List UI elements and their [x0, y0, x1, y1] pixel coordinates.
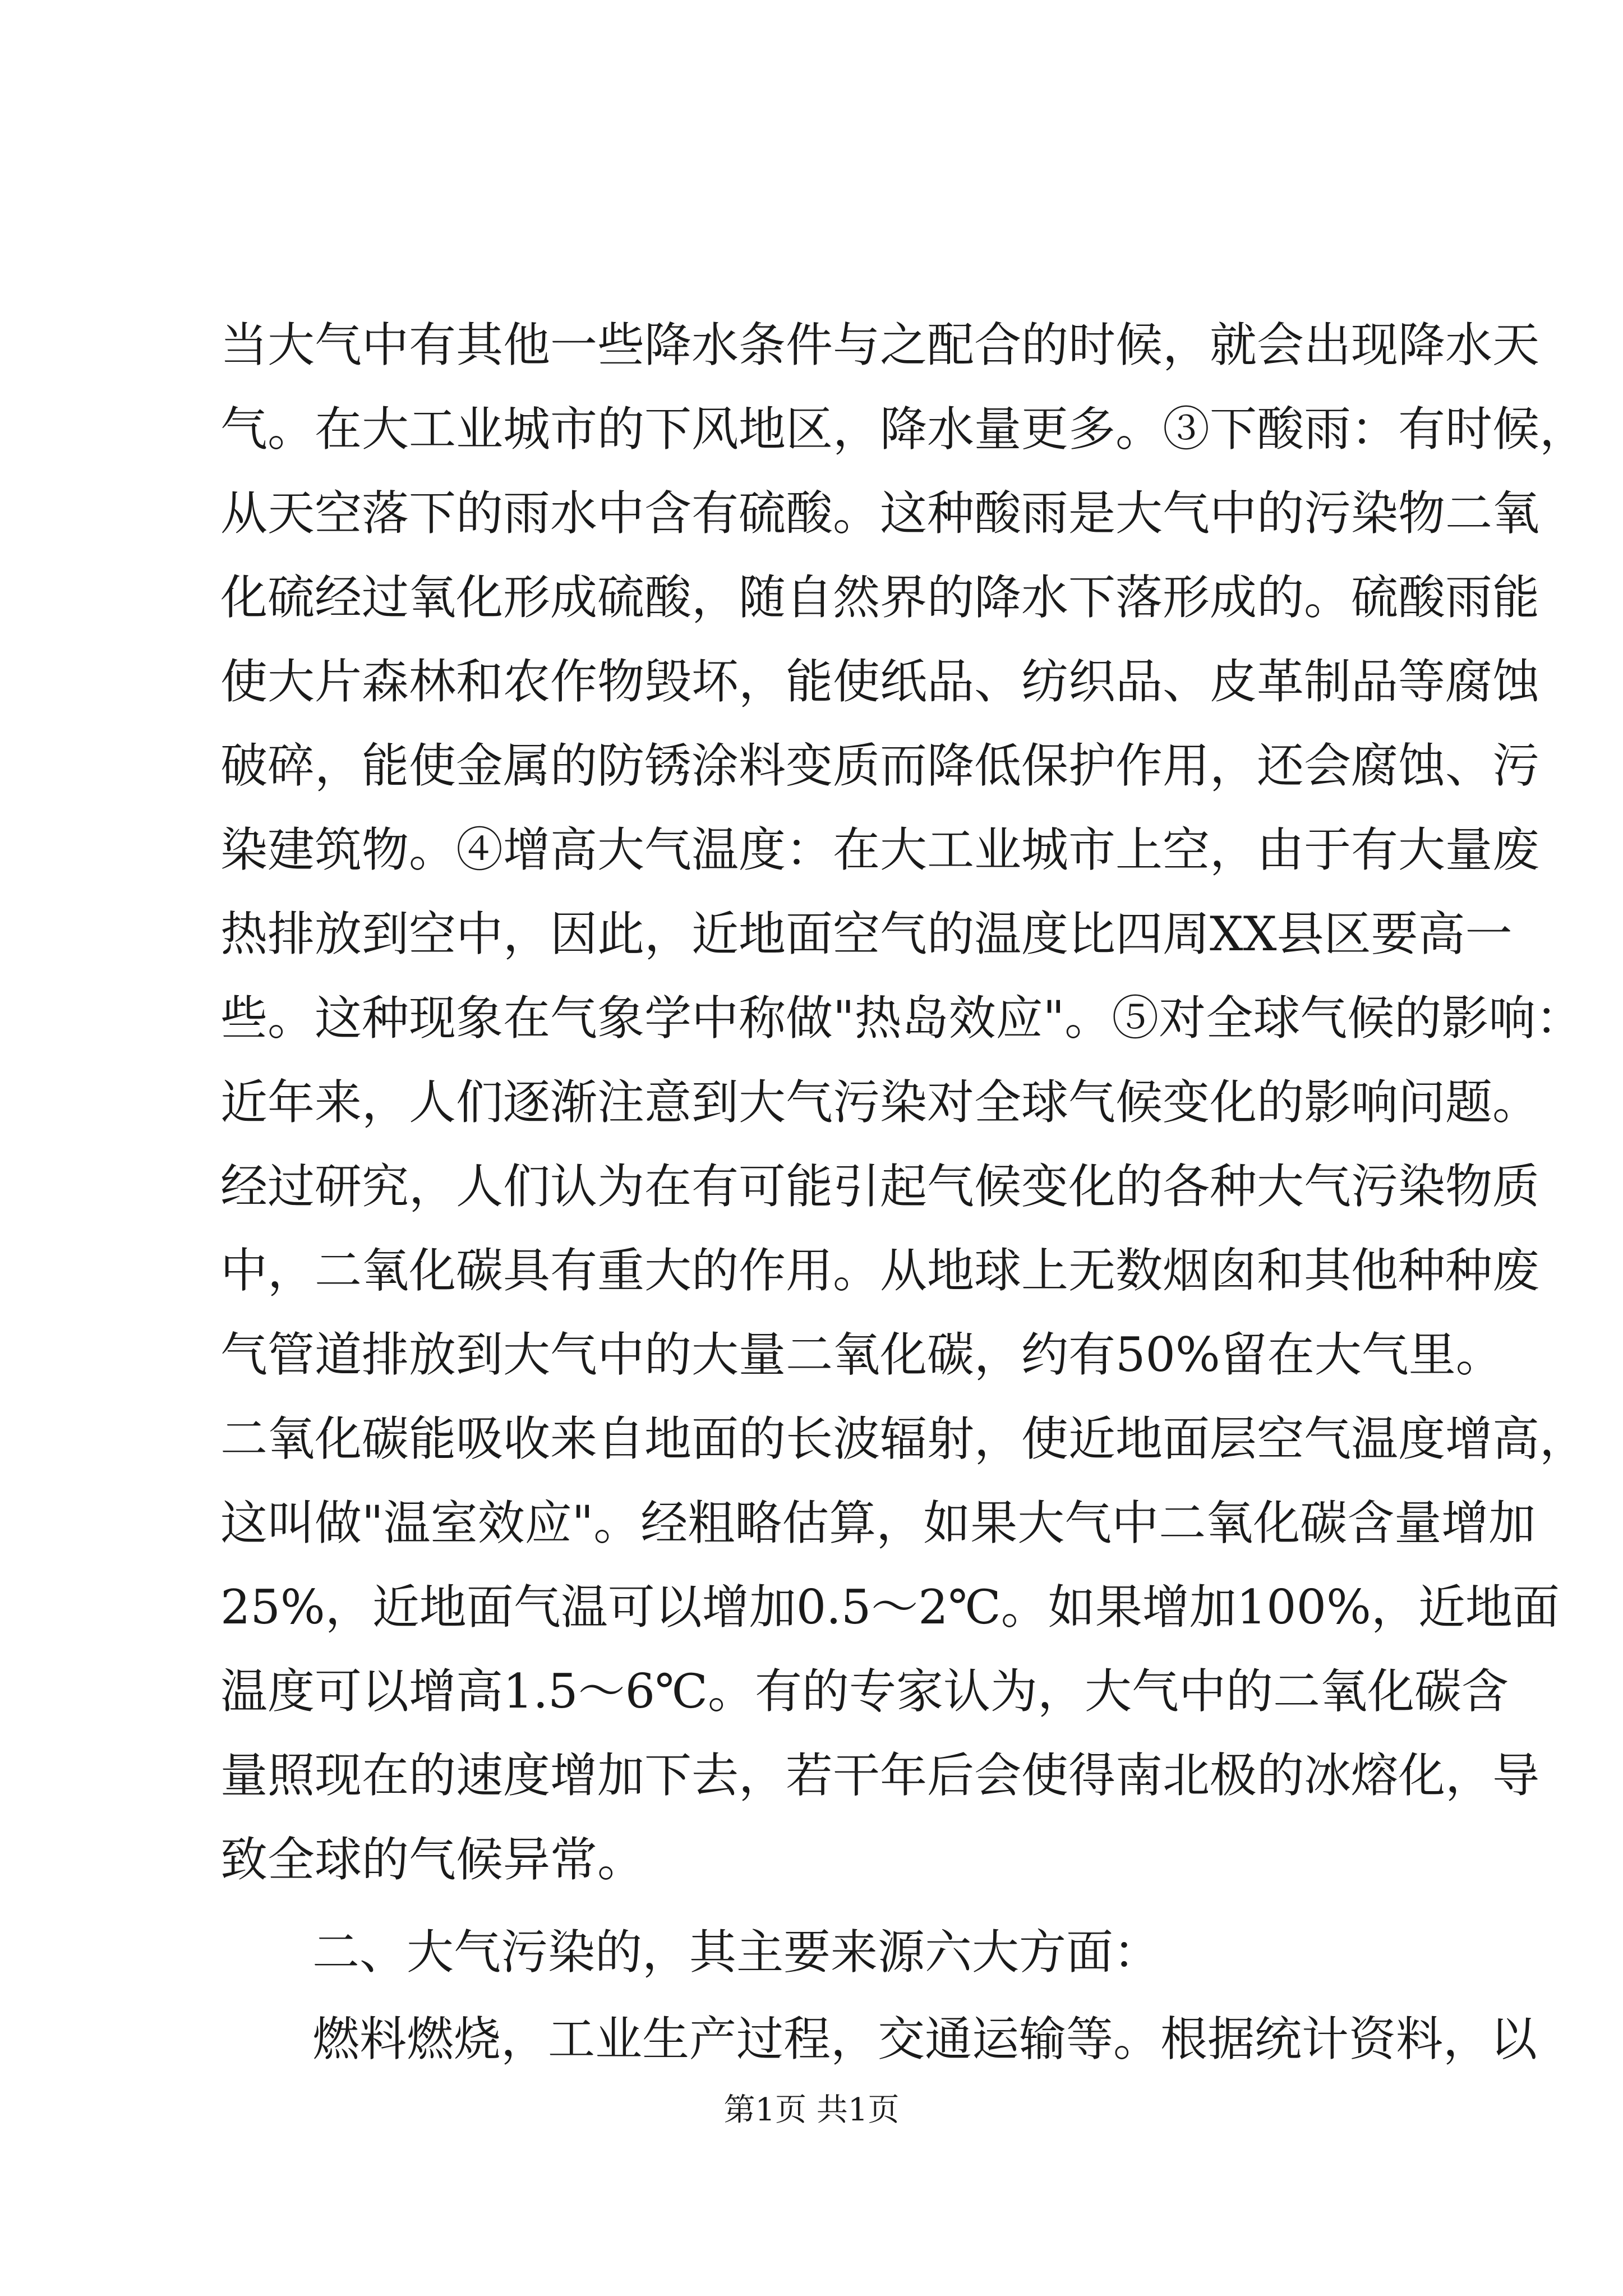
- body-text-line: 气。在大工业城市的下风地区，降水量更多。③下酸雨：有时候，: [220, 402, 1587, 457]
- body-text-line: 化硫经过氧化形成硫酸，随自然界的降水下落形成的。硫酸雨能: [220, 570, 1540, 625]
- body-text-line: 这叫做"温室效应"。经粗略估算，如果大气中二氧化碳含量增加: [220, 1496, 1536, 1550]
- body-text-line: 温度可以增高1.5～6℃。有的专家认为，大气中的二氧化碳含: [220, 1664, 1509, 1719]
- body-text-line: 破碎，能使金属的防锈涂料变质而降低保护作用，还会腐蚀、污: [220, 738, 1540, 793]
- body-text-line: 量照现在的速度增加下去，若干年后会使得南北极的冰熔化，导: [220, 1748, 1540, 1803]
- body-text-line: 些。这种现象在气象学中称做"热岛效应"。⑤对全球气候的影响：: [220, 991, 1583, 1046]
- body-text-line: 二氧化碳能吸收来自地面的长波辐射，使近地面层空气温度增高，: [220, 1411, 1587, 1466]
- body-text-line: 从天空落下的雨水中含有硫酸。这种酸雨是大气中的污染物二氧: [220, 486, 1540, 541]
- page-footer: 第1页 共1页: [723, 2092, 900, 2128]
- body-text-line: 燃料燃烧，工业生产过程，交通运输等。根据统计资料，以: [312, 2012, 1538, 2067]
- body-text-line: 致全球的气候异常。: [220, 1832, 645, 1887]
- body-text-line: 气管道排放到大气中的大量二氧化碳，约有50%留在大气里。: [220, 1327, 1503, 1382]
- body-text-line: 热排放到空中，因此，近地面空气的温度比四周XX县区要高一: [220, 907, 1513, 961]
- section-heading: 二、大气污染的，其主要来源六大方面：: [312, 1925, 1161, 1980]
- body-text-line: 近年来，人们逐渐注意到大气污染对全球气候变化的影响问题。: [220, 1075, 1540, 1130]
- body-text-line: 经过研究，人们认为在有可能引起气候变化的各种大气污染物质: [220, 1159, 1540, 1214]
- body-text-line: 当大气中有其他一些降水条件与之配合的时候，就会出现降水天: [220, 318, 1540, 372]
- body-text-line: 中，二氧化碳具有重大的作用。从地球上无数烟囱和其他种种废: [220, 1243, 1540, 1298]
- body-text-line: 使大片森林和农作物毁坏，能使纸品、纺织品、皮革制品等腐蚀: [220, 654, 1540, 709]
- body-text-line: 染建筑物。④增高大气温度：在大工业城市上空，由于有大量废: [220, 822, 1540, 877]
- body-text-line: 25%，近地面气温可以增加0.5～2℃。如果增加100%，近地面: [220, 1580, 1560, 1635]
